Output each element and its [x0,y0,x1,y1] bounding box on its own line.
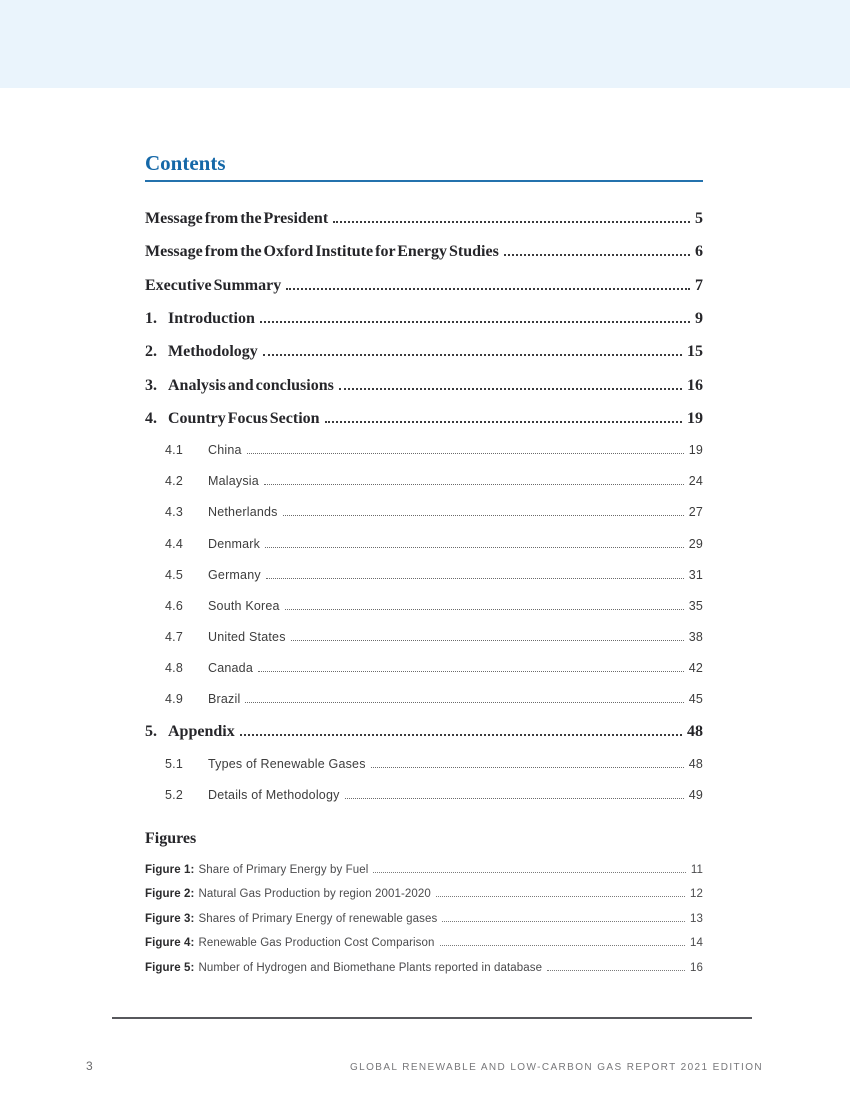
dot-leader [240,734,682,736]
figure-page-number: 11 [690,863,703,876]
figure-page-number: 13 [690,912,703,925]
dot-leader [436,896,685,897]
toc-entry-label: Germany [208,567,261,582]
toc-entry-number: 1. [145,309,157,327]
toc-page-number: 24 [688,474,703,489]
toc-entry-label: Brazil [208,692,241,707]
figure-entry[interactable] [145,913,703,925]
dot-leader [339,388,682,390]
toc-page-number: 9 [695,309,703,327]
toc-entry-label: Types of Renewable Gases [208,756,366,771]
toc-entry-number: 2. [145,343,157,361]
toc-entry[interactable] [145,789,703,802]
header-band [0,0,850,88]
figure-page-number: 12 [690,888,703,901]
toc-entry-number: 5. [145,723,157,741]
page-title: Contents [145,152,703,182]
figure-entry-title: Renewable Gas Production Cost Comparison [198,937,435,950]
dot-leader [263,354,682,356]
dot-leader [325,421,682,423]
toc-entry[interactable] [145,506,703,519]
toc-entry-label: Analysis and conclusions [168,376,334,394]
figures-section [145,831,703,974]
figure-entry-title: Number of Hydrogen and Biomethane Plants reported in database [198,961,543,974]
toc-entry-label: Canada [208,661,253,675]
toc-entry-number: 4.2 [165,474,183,489]
dot-leader [260,321,690,323]
toc-entry[interactable] [145,211,703,228]
dot-leader [345,798,684,799]
toc-entry-label: Details of Methodology [208,787,340,802]
figure-entry-title: Share of Primary Energy by Fuel [198,863,369,876]
toc-entry[interactable] [145,662,703,675]
toc-list [145,211,703,802]
toc-entry[interactable] [145,444,703,457]
toc-page-number: 48 [687,723,703,741]
toc-entry-number: 5.1 [165,756,183,771]
figure-entry[interactable] [145,864,703,876]
toc-page-number: 45 [688,692,703,707]
toc-entry[interactable] [145,311,703,328]
toc-entry-label: Malaysia [208,474,259,489]
toc-page-number: 19 [688,443,703,458]
footer-divider [112,1017,752,1019]
toc-entry-number: 3. [145,376,157,394]
toc-entry[interactable] [145,344,703,361]
toc-entry-label: Denmark [208,536,261,551]
figure-entry-label: Figure 4: [145,937,195,950]
dot-leader [371,767,684,768]
dot-leader [291,640,684,641]
figure-entry-label: Figure 1: [145,863,195,876]
footer-page-number: 3 [86,1059,93,1073]
figure-entry[interactable] [145,937,703,949]
dot-leader [285,609,684,610]
toc-page-number: 35 [688,598,703,613]
dot-leader [440,945,685,946]
toc-entry-label: Introduction [168,309,255,327]
toc-entry[interactable] [145,724,703,741]
toc-entry[interactable] [145,631,703,644]
dot-leader [265,547,684,548]
toc-page-number: 16 [687,376,703,394]
toc-entry[interactable] [145,693,703,706]
toc-entry[interactable] [145,378,703,395]
contents-page [145,152,703,974]
figure-entry-label: Figure 3: [145,912,195,925]
toc-page-number: 27 [688,505,703,520]
figure-entry-title: Natural Gas Production by region 2001-2020 [198,888,431,901]
figure-page-number: 16 [690,961,703,974]
figure-entry-label: Figure 2: [145,888,195,901]
figure-list [145,864,703,974]
toc-entry-number: 5.2 [165,787,183,802]
toc-entry-label: Message from the President [145,210,329,228]
toc-entry-number: 4.7 [165,629,183,644]
toc-entry[interactable] [145,278,703,295]
toc-entry-label: United States [208,629,286,644]
page-footer [86,1059,763,1073]
toc-page-number: 19 [687,409,703,427]
toc-entry-label: Message from the Oxford Institute for Energy Studies [145,243,499,261]
toc-entry-label: China [208,443,242,458]
toc-entry[interactable] [145,538,703,551]
toc-entry[interactable] [145,411,703,428]
toc-entry-label: South Korea [208,598,280,613]
figure-entry[interactable] [145,962,703,974]
footer-report-title: GLOBAL RENEWABLE AND LOW-CARBON GAS REPORT 2021 EDITION [349,1062,763,1073]
toc-entry[interactable] [145,475,703,488]
toc-page-number: 29 [688,536,703,551]
toc-entry-number: 4.1 [165,443,183,458]
toc-entry-number: 4. [145,409,157,427]
dot-leader [547,970,685,971]
toc-entry-label: Methodology [168,343,258,361]
toc-entry-number: 4.3 [165,505,183,520]
dot-leader [266,578,684,579]
toc-entry-label: Executive Summary [145,276,282,294]
dot-leader [258,671,684,672]
toc-entry-label: Country Focus Section [168,409,320,427]
figure-entry-label: Figure 5: [145,961,195,974]
toc-page-number: 38 [688,629,703,644]
toc-entry-label: Appendix [168,723,235,741]
toc-entry-number: 4.6 [165,598,183,613]
figure-entry-title: Shares of Primary Energy of renewable gases [198,912,438,925]
toc-page-number: 5 [695,210,703,228]
dot-leader [283,515,684,516]
toc-entry[interactable] [145,244,703,261]
figure-entry[interactable] [145,888,703,900]
toc-page-number: 49 [688,787,703,802]
toc-entry-label: Netherlands [208,505,278,520]
toc-entry-number: 4.9 [165,692,183,707]
dot-leader [373,872,685,873]
toc-entry[interactable] [145,758,703,771]
dot-leader [247,453,684,454]
figure-page-number: 14 [690,937,703,950]
toc-entry[interactable] [145,569,703,582]
dot-leader [245,702,683,703]
toc-entry-number: 4.4 [165,536,183,551]
toc-page-number: 15 [687,343,703,361]
toc-page-number: 42 [688,661,703,675]
toc-entry[interactable] [145,600,703,613]
dot-leader [333,221,690,223]
toc-entry-number: 4.8 [165,661,183,675]
dot-leader [264,484,684,485]
toc-page-number: 48 [688,756,703,771]
dot-leader [442,921,685,922]
toc-page-number: 31 [688,567,703,582]
toc-page-number: 7 [695,276,703,294]
toc-page-number: 6 [695,243,703,261]
toc-entry-number: 4.5 [165,567,183,582]
figures-heading: Figures [145,829,197,847]
dot-leader [504,254,690,256]
dot-leader [286,288,690,290]
